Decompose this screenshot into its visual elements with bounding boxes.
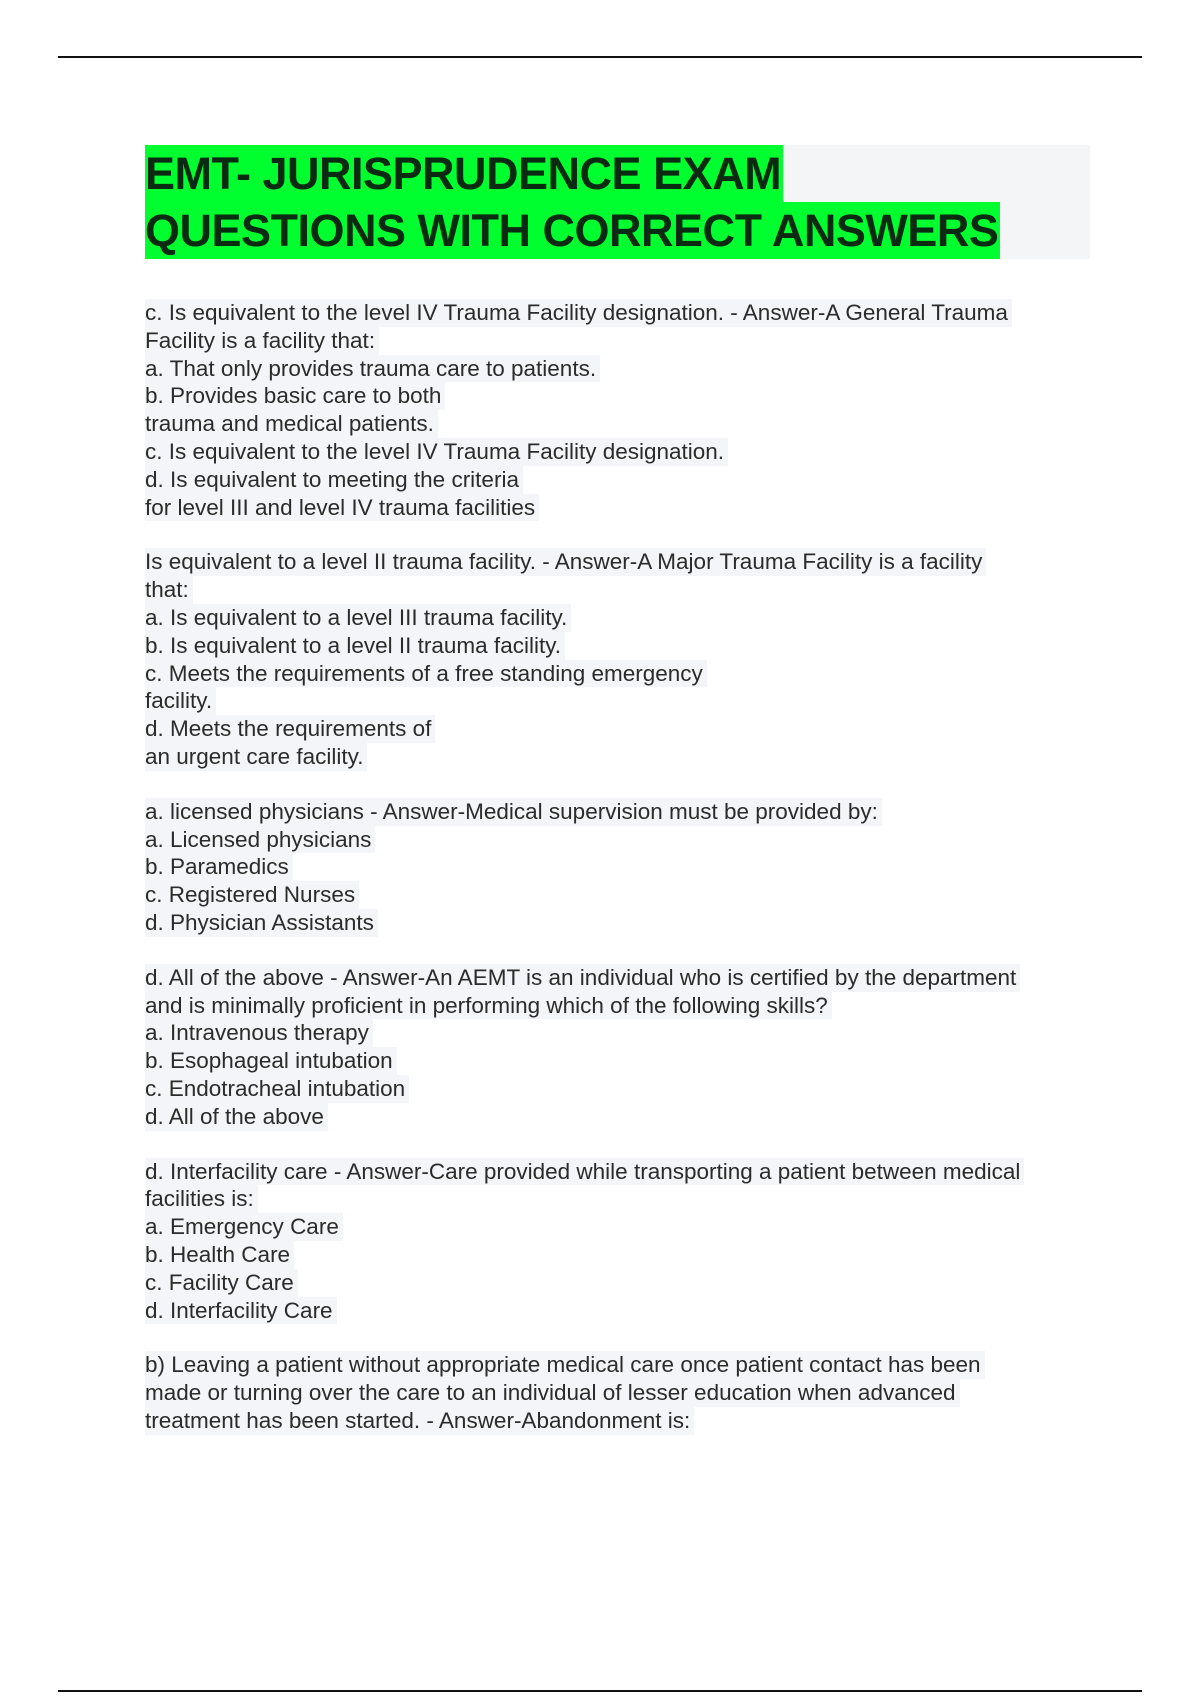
- qa-item-2: [145, 548, 1090, 770]
- qa-line: b. Esophageal intubation: [145, 1047, 397, 1075]
- qa-line: facilities is:: [145, 1185, 258, 1213]
- qa-line: and is minimally proficient in performing which of the following skills?: [145, 992, 832, 1020]
- qa-line: c. Registered Nurses: [145, 881, 359, 909]
- qa-line: c. Meets the requirements of a free standing emergency: [145, 660, 707, 688]
- qa-line: a. Emergency Care: [145, 1213, 343, 1241]
- qa-line: d. All of the above - Answer-An AEMT is an individual who is certified by the department: [145, 964, 1020, 992]
- qa-line: b. Provides basic care to both: [145, 382, 445, 410]
- title-line-1: EMT- JURISPRUDENCE EXAM: [145, 145, 783, 202]
- qa-line: trauma and medical patients.: [145, 410, 438, 438]
- qa-line: d. Interfacility Care: [145, 1297, 337, 1325]
- document-body: [145, 145, 1090, 1462]
- qa-line: a. That only provides trauma care to patients.: [145, 355, 600, 383]
- qa-line: that:: [145, 576, 193, 604]
- qa-line: for level III and level IV trauma facilities: [145, 494, 539, 522]
- qa-line: treatment has been started. - Answer-Abandonment is:: [145, 1407, 694, 1435]
- qa-line: made or turning over the care to an individual of lesser education when advanced: [145, 1379, 960, 1407]
- qa-line: Is equivalent to a level II trauma facility. - Answer-A Major Trauma Facility is a facility: [145, 548, 986, 576]
- qa-line: b. Health Care: [145, 1241, 294, 1269]
- qa-line: d. All of the above: [145, 1103, 328, 1131]
- qa-line: b. Is equivalent to a level II trauma facility.: [145, 632, 565, 660]
- qa-line: b) Leaving a patient without appropriate medical care once patient contact has been: [145, 1351, 985, 1379]
- header-rule: [58, 56, 1142, 58]
- qa-item-1: [145, 299, 1090, 521]
- qa-line: facility.: [145, 687, 216, 715]
- qa-line: Facility is a facility that:: [145, 327, 379, 355]
- qa-item-3: [145, 798, 1090, 937]
- qa-line: d. Meets the requirements of: [145, 715, 435, 743]
- qa-line: a. Intravenous therapy: [145, 1019, 373, 1047]
- qa-line: a. Is equivalent to a level III trauma facility.: [145, 604, 571, 632]
- footer-rule: [58, 1690, 1142, 1692]
- qa-line: c. Is equivalent to the level IV Trauma Facility designation.: [145, 438, 728, 466]
- qa-line: c. Facility Care: [145, 1269, 298, 1297]
- qa-item-6: [145, 1351, 1090, 1434]
- qa-line: d. Is equivalent to meeting the criteria: [145, 466, 523, 494]
- qa-line: a. Licensed physicians: [145, 826, 375, 854]
- document-title: [145, 145, 1090, 259]
- qa-line: c. Endotracheal intubation: [145, 1075, 409, 1103]
- qa-line: an urgent care facility.: [145, 743, 367, 771]
- qa-line: c. Is equivalent to the level IV Trauma Facility designation. - Answer-A General Trauma: [145, 299, 1012, 327]
- qa-line: d. Physician Assistants: [145, 909, 378, 937]
- qa-item-5: [145, 1158, 1090, 1325]
- qa-line: b. Paramedics: [145, 853, 293, 881]
- qa-line: d. Interfacility care - Answer-Care provided while transporting a patient between medical: [145, 1158, 1024, 1186]
- qa-line: a. licensed physicians - Answer-Medical supervision must be provided by:: [145, 798, 882, 826]
- title-line-2: QUESTIONS WITH CORRECT ANSWERS: [145, 202, 1000, 259]
- qa-item-4: [145, 964, 1090, 1131]
